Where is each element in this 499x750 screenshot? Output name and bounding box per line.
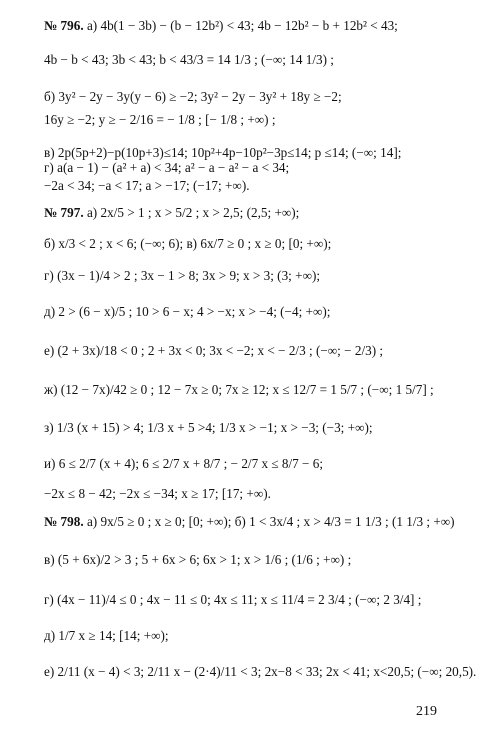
problem-796-a-line1: № 796. а) 4b(1 − 3b) − (b − 12b²) < 43; 4b − 12b² − b + 12b² < 43; bbox=[44, 18, 398, 33]
problem-798-a-b: № 798. а) 9x/5 ≥ 0 ; x ≥ 0; [0; +∞); б) 1 < 3x/4 ; x > 4/3 = 1 1/3 ; (1 1/3 ; +∞) bbox=[44, 514, 455, 529]
problem-798-d: д) 1/7 x ≥ 14; [14; +∞); bbox=[44, 628, 169, 643]
problem-796-g-line1: г) a(a − 1) − (a² + a) < 34; a² − a − a² − a < 34; bbox=[44, 160, 290, 175]
problem-797-a: № 797. а) 2x/5 > 1 ; x > 5/2 ; x > 2,5; (2,5; +∞); bbox=[44, 205, 300, 220]
problem-797-zh: ж) (12 − 7x)/42 ≥ 0 ; 12 − 7x ≥ 0; 7x ≥ 12; x ≤ 12/7 = 1 5/7 ; (−∞; 1 5/7] ; bbox=[44, 382, 434, 397]
problem-796-b-line2: 16y ≥ −2; y ≥ − 2/16 = − 1/8 ; [− 1/8 ; +∞) ; bbox=[44, 112, 276, 127]
problem-796-g-line2: −2a < 34; −a < 17; a > −17; (−17; +∞). bbox=[44, 178, 250, 193]
problem-796-a-line2: 4b − b < 43; 3b < 43; b < 43/3 = 14 1/3 ; (−∞; 14 1/3) ; bbox=[44, 52, 334, 67]
problem-797-d: д) 2 > (6 − x)/5 ; 10 > 6 − x; 4 > −x; x > −4; (−4; +∞); bbox=[44, 304, 331, 319]
problem-796-b-line1: б) 3y² − 2y − 3y(y − 6) ≥ −2; 3y² − 2y − 3y² + 18y ≥ −2; bbox=[44, 89, 342, 104]
problem-797-e: е) (2 + 3x)/18 < 0 ; 2 + 3x < 0; 3x < −2; x < − 2/3 ; (−∞; − 2/3) ; bbox=[44, 343, 384, 358]
page-number: 219 bbox=[416, 704, 437, 719]
problem-797-i-line2: −2x ≤ 8 − 42; −2x ≤ −34; x ≥ 17; [17; +∞). bbox=[44, 486, 271, 501]
problem-798-v: в) (5 + 6x)/2 > 3 ; 5 + 6x > 6; 6x > 1; x > 1/6 ; (1/6 ; +∞) ; bbox=[44, 552, 352, 567]
problem-797-b-v: б) x/3 < 2 ; x < 6; (−∞; 6); в) 6x/7 ≥ 0 ; x ≥ 0; [0; +∞); bbox=[44, 236, 332, 251]
problem-798-e: е) 2/11 (x − 4) < 3; 2/11 x − (2·4)/11 < 3; 2x−8 < 33; 2x < 41; x<20,5; (−∞; 20,5). bbox=[44, 664, 477, 679]
problem-797-g: г) (3x − 1)/4 > 2 ; 3x − 1 > 8; 3x > 9; x > 3; (3; +∞); bbox=[44, 268, 321, 283]
problem-798-g: г) (4x − 11)/4 ≤ 0 ; 4x − 11 ≤ 0; 4x ≤ 11; x ≤ 11/4 = 2 3/4 ; (−∞; 2 3/4] ; bbox=[44, 592, 422, 607]
problem-796-v: в) 2p(5p+2)−p(10p+3)≤14; 10p²+4p−10p²−3p≤14; p ≤14; (−∞; 14]; bbox=[44, 145, 402, 160]
problem-797-z: з) 1/3 (x + 15) > 4; 1/3 x + 5 >4; 1/3 x > −1; x > −3; (−3; +∞); bbox=[44, 420, 373, 435]
problem-797-i-line1: и) 6 ≤ 2/7 (x + 4); 6 ≤ 2/7 x + 8/7 ; − 2/7 x ≤ 8/7 − 6; bbox=[44, 456, 324, 471]
